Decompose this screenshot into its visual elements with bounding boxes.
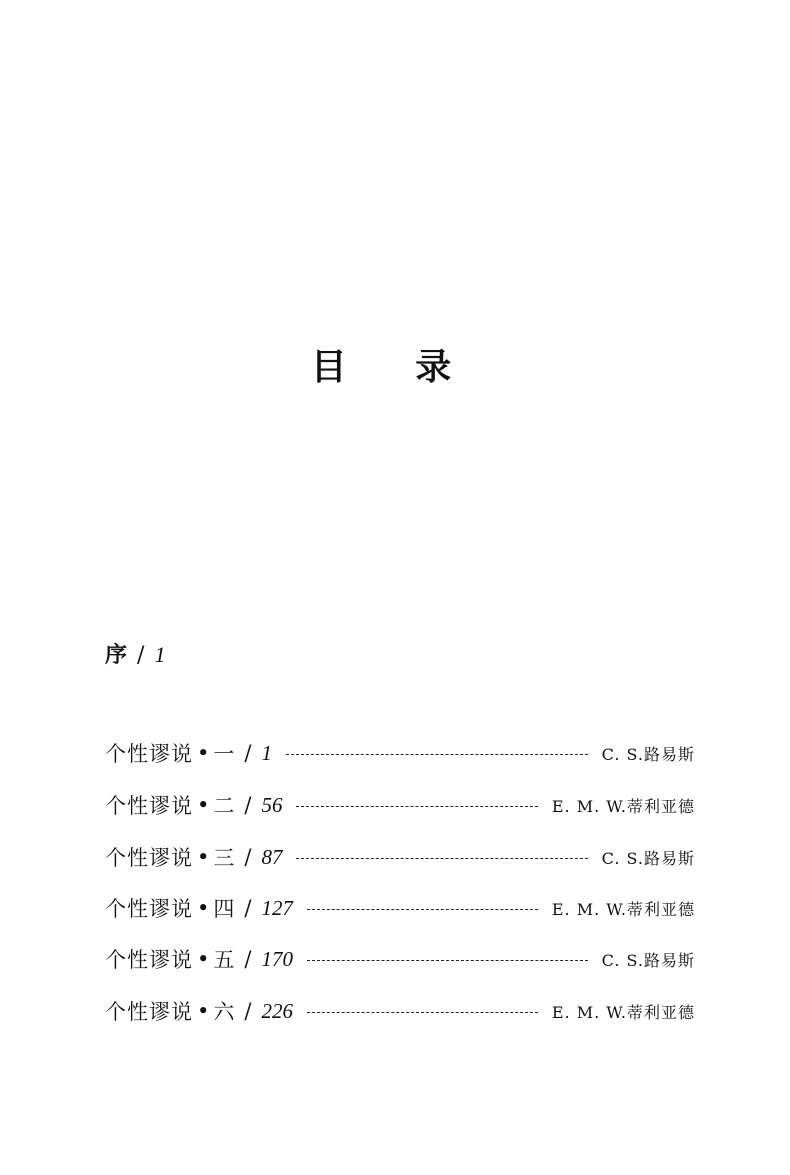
toc-entry[interactable]	[105, 790, 695, 820]
toc-entry-preface[interactable]	[105, 640, 165, 671]
bullet-separator: •	[197, 896, 210, 920]
preface-page-number: 1	[154, 642, 166, 667]
entry-author: E. M. W.蒂利亚德	[551, 796, 695, 816]
entry-page-number: 1	[261, 740, 272, 765]
toc-entry[interactable]	[105, 893, 695, 923]
toc-entry[interactable]	[105, 996, 695, 1026]
entry-part: 一	[213, 742, 235, 766]
entry-title: 个性谬说	[105, 794, 193, 818]
entry-part: 五	[213, 948, 235, 972]
entry-page-number: 226	[261, 998, 293, 1023]
bullet-separator: •	[197, 999, 210, 1023]
page-title: 目 录	[310, 347, 480, 388]
entry-title: 个性谬说	[105, 1000, 193, 1024]
entry-part: 六	[213, 1000, 235, 1024]
bullet-separator: •	[197, 741, 210, 765]
separator-slash: /	[244, 793, 252, 817]
entry-author: E. M. W.蒂利亚德	[551, 1002, 695, 1022]
entry-part: 二	[213, 794, 235, 818]
separator-slash: /	[244, 999, 252, 1023]
separator-slash: /	[137, 643, 145, 668]
toc-entry[interactable]	[105, 944, 695, 974]
dash-leader	[307, 960, 588, 961]
entry-title: 个性谬说	[105, 846, 193, 870]
preface-title: 序	[105, 643, 128, 668]
entry-title: 个性谬说	[105, 897, 193, 921]
entry-part: 四	[213, 897, 235, 921]
entry-title: 个性谬说	[105, 948, 193, 972]
entry-page-number: 56	[261, 792, 283, 817]
entry-page-number: 170	[261, 946, 293, 971]
entry-part: 三	[213, 846, 235, 870]
entry-title: 个性谬说	[105, 742, 193, 766]
bullet-separator: •	[197, 845, 210, 869]
dash-leader	[307, 909, 538, 910]
entry-author: C. S.路易斯	[601, 950, 695, 970]
toc-entry[interactable]	[105, 738, 695, 768]
entry-author: E. M. W.蒂利亚德	[551, 899, 695, 919]
dash-leader	[296, 806, 537, 807]
toc-entry[interactable]	[105, 842, 695, 872]
entry-author: C. S.路易斯	[601, 744, 695, 764]
dash-leader	[296, 858, 587, 859]
bullet-separator: •	[197, 947, 210, 971]
separator-slash: /	[244, 845, 252, 869]
bullet-separator: •	[197, 793, 210, 817]
separator-slash: /	[244, 947, 252, 971]
separator-slash: /	[244, 896, 252, 920]
dash-leader	[286, 754, 588, 755]
entry-page-number: 87	[261, 844, 283, 869]
entry-page-number: 127	[261, 895, 293, 920]
separator-slash: /	[244, 741, 252, 765]
dash-leader	[307, 1012, 538, 1013]
entry-author: C. S.路易斯	[601, 848, 695, 868]
